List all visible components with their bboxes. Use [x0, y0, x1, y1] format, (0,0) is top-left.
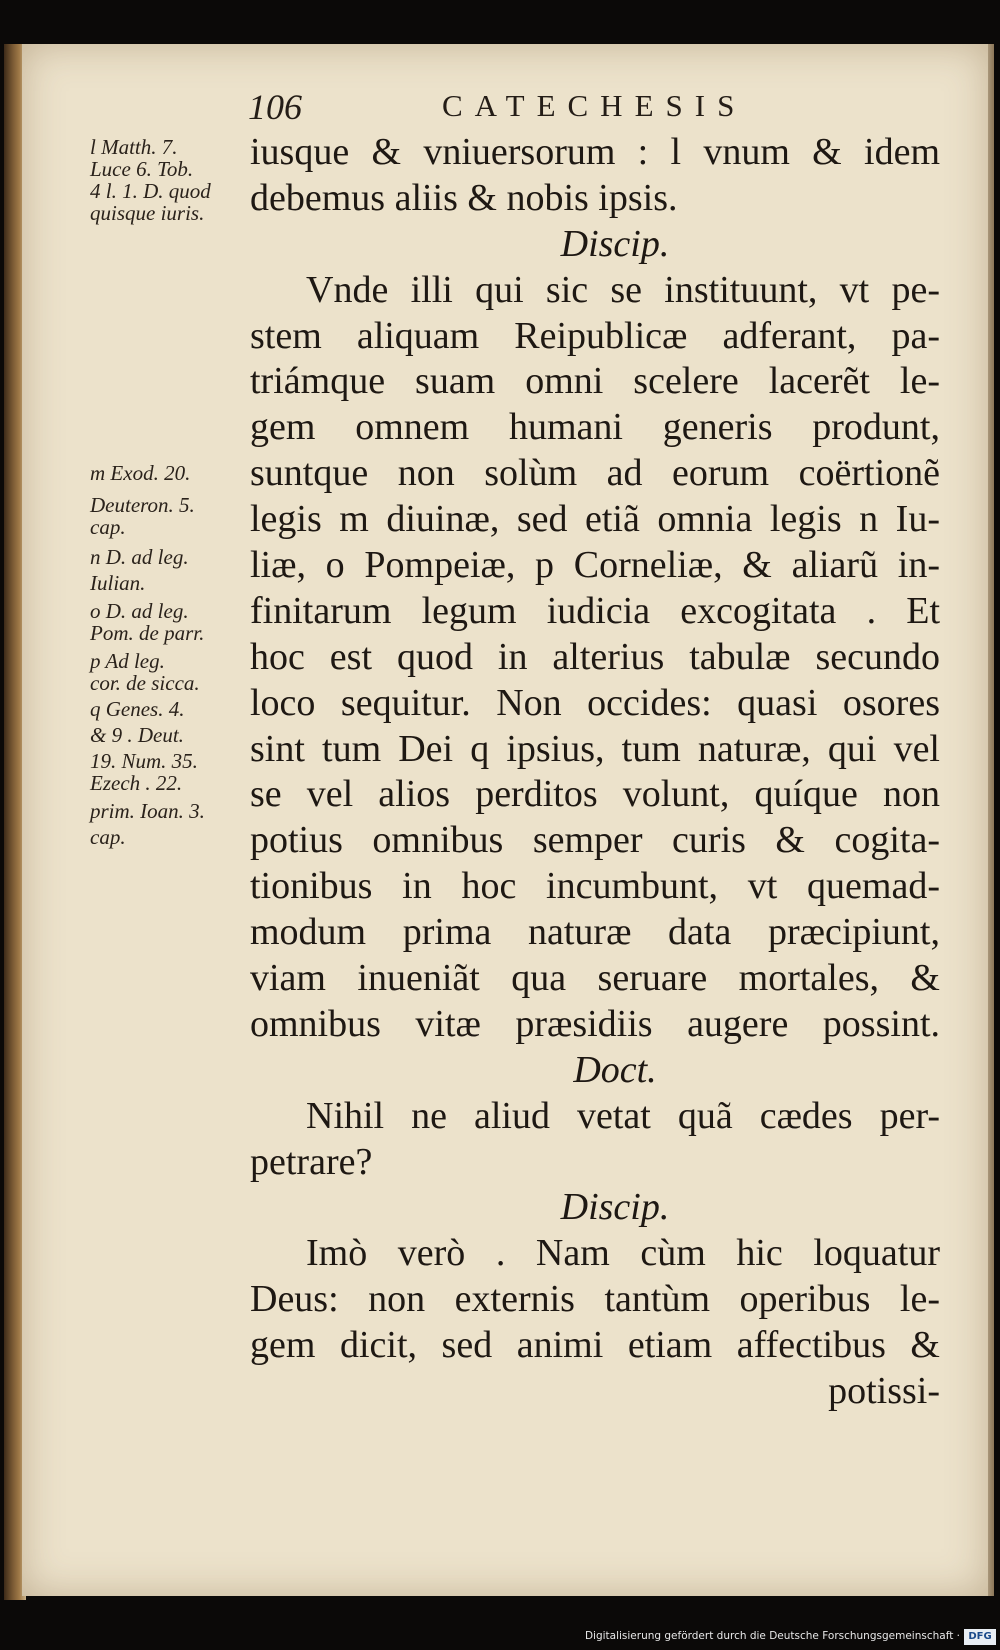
text-line: gem omnem humani generis produnt,: [250, 406, 940, 449]
margin-note: Deuteron. 5.: [90, 493, 195, 517]
text-line: liæ, o Pompeiæ, p Corneliæ, & aliarũ in-: [250, 544, 940, 587]
running-head: CATECHESIS: [442, 88, 747, 123]
margin-note: l Matth. 7.: [90, 135, 178, 159]
text-line: stem aliquam Reipublicæ adferant, pa-: [250, 314, 940, 357]
text-line: iusque & vniuersorum : l vnum & idem: [250, 131, 940, 173]
margin-note: cap.: [90, 515, 126, 539]
page-number: 106: [248, 87, 302, 127]
text-line: gem dicit, sed animi etiam affectibus &: [250, 1324, 940, 1367]
speaker-heading: Discip.: [560, 222, 670, 265]
margin-notes: [90, 136, 250, 848]
text-line: triámque suam omni scelere lacerẽt le-: [250, 360, 940, 403]
margin-note: 19. Num. 35.: [90, 749, 198, 773]
margin-note: p Ad leg.: [90, 649, 165, 673]
margin-note: m Exod. 20.: [90, 461, 191, 485]
text-line: loco sequitur. Non occides: quasi osores: [250, 681, 940, 724]
margin-note: Pom. de parr.: [90, 621, 205, 645]
margin-note: n D. ad leg.: [90, 545, 189, 569]
text-line: sint tum Dei q ipsius, tum naturæ, qui vel: [250, 727, 940, 770]
text-line: suntque non solùm ad eorum coërtionẽ: [250, 452, 940, 495]
speaker-heading: Discip.: [560, 1186, 670, 1229]
text-line: viam inueniãt qua seruare mortales, &: [250, 957, 940, 1000]
text-line: petrare?: [250, 1140, 373, 1183]
text-line: Imò verò . Nam cùm hic loquatur: [306, 1232, 940, 1275]
text-line: debemus aliis & nobis ipsis.: [250, 176, 678, 219]
text-line: potius omnibus semper curis & cogita-: [250, 819, 940, 862]
margin-note: & 9 . Deut.: [90, 723, 184, 747]
margin-note: Iulian.: [90, 571, 146, 595]
text-line: Vnde illi qui sic se instituunt, vt pe-: [306, 268, 940, 311]
margin-note: q Genes. 4.: [90, 697, 185, 721]
margin-note: quisque iuris.: [90, 201, 205, 225]
dfg-logo-icon: DFG: [964, 1629, 996, 1645]
margin-note: o D. ad leg.: [90, 599, 189, 623]
text-line: Deus: non externis tantùm operibus le-: [250, 1278, 940, 1321]
main-text: [250, 130, 940, 1415]
speaker-heading: Doct.: [573, 1048, 657, 1091]
margin-note: prim. Ioan. 3.: [90, 799, 205, 823]
text-line: modum prima naturæ data præcipiunt,: [250, 911, 940, 954]
margin-note: cap.: [90, 825, 126, 849]
text-line: tionibus in hoc incumbunt, vt quemad-: [250, 865, 940, 908]
margin-note: Ezech . 22.: [90, 771, 183, 795]
funding-credit: Digitalisierung gefördert durch die Deutsche Forschungsgemeinschaft ·: [584, 1630, 960, 1642]
text-line: omnibus vitæ præsidiis augere possint.: [250, 1002, 940, 1045]
footer-bar: [0, 1628, 1000, 1650]
text-line: se vel alios perditos volunt, quíque non: [250, 773, 940, 816]
text-line: hoc est quod in alterius tabulæ secundo: [250, 635, 940, 678]
text-line: Nihil ne aliud vetat quã cædes per-: [306, 1094, 940, 1137]
margin-note: 4 l. 1. D. quod: [90, 179, 211, 203]
margin-note: Luce 6. Tob.: [90, 157, 194, 181]
margin-note: cor. de sicca.: [90, 671, 200, 695]
catchword: potissi-: [828, 1370, 940, 1413]
text-line: legis m diuinæ, sed etiã omnia legis n Iu-: [250, 498, 940, 541]
text-line: finitarum legum iudicia excogitata . Et: [250, 589, 940, 632]
